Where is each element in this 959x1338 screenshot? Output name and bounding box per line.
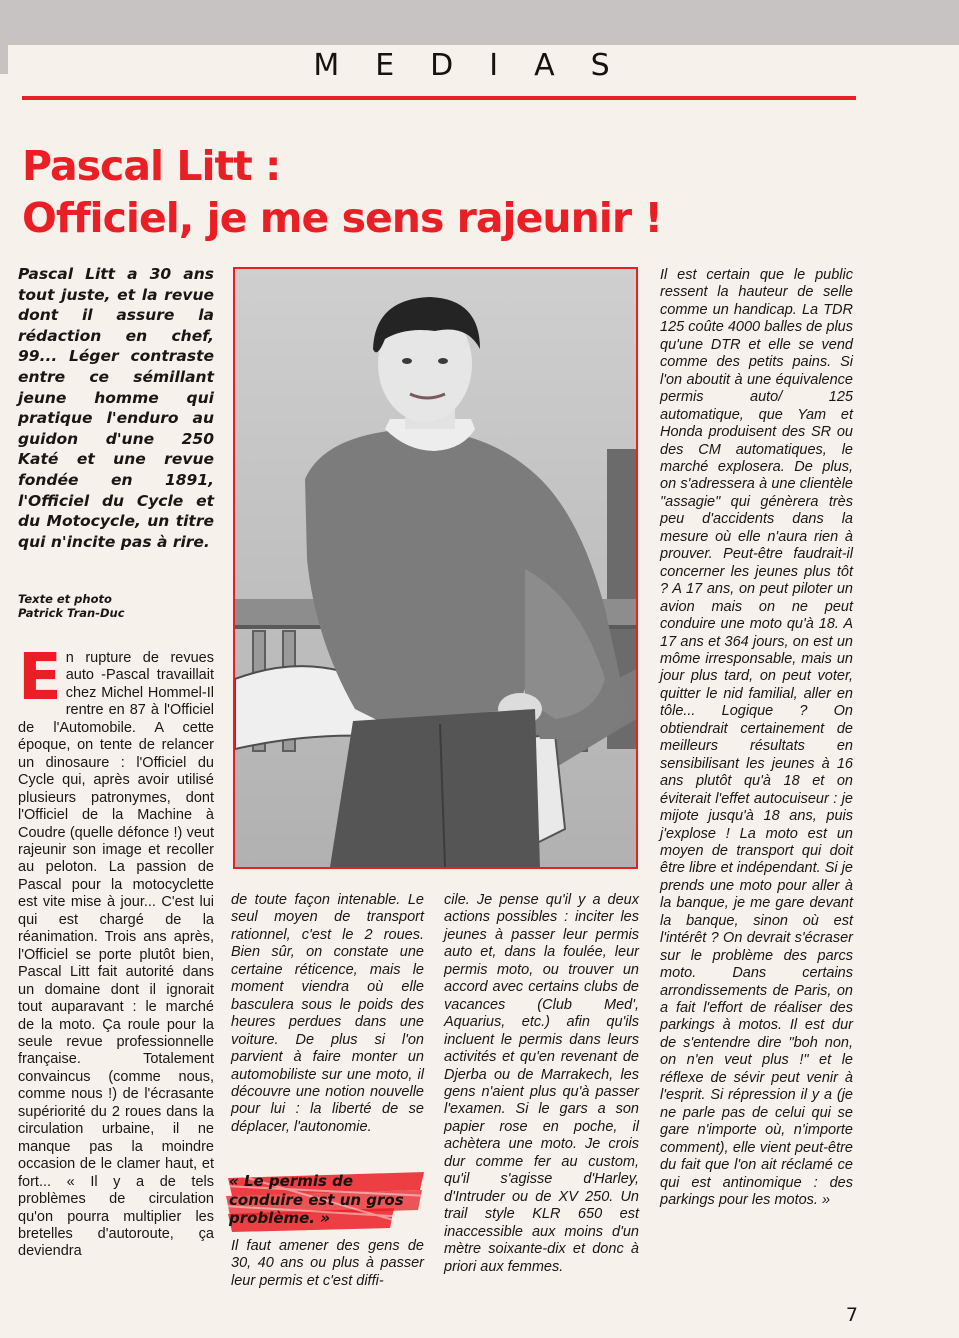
- headline: [22, 140, 922, 244]
- article-column-2-continued-text: Il faut amener des gens de 30, 40 ans ou plus à passer leur permis et c'est diffi-: [231, 1238, 424, 1289]
- article-column-2-text: de toute façon intenable. Le seul moyen de transport rationnel, c'est le 2 roues. Bien sûr, on constate une certaine réticence, mais le moment viendra où elle basculera sous le poids des heures perdues dans une voiture. De plus si l'on parvient à faire monter un automobiliste sur une moto, il découvre une notion nouvelle pour lui : la liberté de se déplacer, l'autonomie.: [231, 892, 424, 1135]
- portrait-photo: [233, 267, 638, 869]
- article-column-4-text: Il est certain que le public ressent la hauteur de selle comme un handicap. La TDR 125 coûte 4000 balles de plus qu'une DTR et elle se vend comme des petits pains. Si l'on aboutit à une équivalence permis auto/ 125 automatique, que Yam et Honda produisent des SR ou des CM automatiques, le marché explosera. De plus, on s'adressera à une clientèle "assagie" qui génèrera très peu d'accidents dans la mesure où elle n'aura rien à prouver. Peut-être faudrait-il concerner les jeunes plus tôt ? A 17 ans, on peut piloter un avion mais on ne peut conduire une moto qu'à 18. A 17 ans et 364 jours, on est un môme irresponsable, mais un jour plus tard, on peut voter, quitter le nid familial, aller en tôle... Logique ? On obtiendrait certainement de meilleurs résultats en sensibilisant les jeunes à 16 ans plutôt qu'à 18 et on éviterait l'effet autocuiseur : je mijote jusqu'à 18 ans, puis j'explose ! La moto est un moyen de transport qui doit être libre et indépendant. Si je prends une moto pour aller à la banque, je me gare devant la banque, sinon où est l'intérêt ? On devrait s'écraser sur le problème des parcs moto. Dans certains arrondissements de Paris, on a fait l'effort de réaliser des parkings à motos. Il est dur de s'entendre dire "boh non, on n'en veut plus !" et le réflexe de sévir peut venir à l'esprit. Si répression il y a (je ne parle pas de celui qui se gare n'importe où, n'importe comment), elle vient peut-être du fait que l'on ait réclamé ce qui est antinomique : des parkings pour les motos. »: [660, 267, 853, 1209]
- portrait-photo-illustration: [235, 269, 636, 867]
- section-label: MEDIAS: [313, 48, 646, 83]
- pull-quote: « Le permis de conduire est un gros problème. »: [229, 1172, 404, 1227]
- article-column-3: [444, 892, 639, 1276]
- article-column-3-text: cile. Je pense qu'il y a deux actions possibles : inciter les jeunes à passer leur permis auto et, dans la foulée, leur permis moto, ou trouver un accord avec certains clubs de vacances (Club Med', Aquarius, etc.) afin qu'ils incluent le permis dans leurs activités et qu'en revenant de Djerba ou de Marrakech, les gens n'aient plus qu'à passer l'examen. Si le gars a son papier rose en poche, il achètera une moto. Je crois dur comme fer au custom, qu'il s'agisse d'Harley, d'Intruder ou de XV 250. Un trail style KLR 650 est inaccessible aux moins d'un mètre soixante-dix et donc à priori aux femmes.: [444, 892, 639, 1275]
- photo-credit: [18, 592, 214, 620]
- section-rule: [22, 96, 856, 100]
- headline-line-2: Officiel, je me sens rajeunir !: [22, 194, 663, 242]
- article-column-1-text: n rupture de revues auto -Pascal travaillait chez Michel Hommel-Il rentre en 87 à l'Officiel de l'Automobile. A cette époque, on tente de relancer un dinosaure : l'Officiel du Cycle qui, après avoir utilisé plusieurs patronymes, dont l'Officiel de la Machine à Coudre (quelle défonce !) veut rajeunir son image et recoller au peloton. La passion de Pascal pour la motocyclette est vite mise à jour... C'est lui qui est chargé de la réanimation. Trois ans après, l'Officiel se porte plutôt bien, Pascal Litt fait autorité dans un domaine dont il ignorait tout auparavant : le marché de la moto. Ça roule pour la seule revue professionnelle française. Totalement convaincus (comme nous, comme nous !) de l'écrasante supériorité du 2 roues dans la circulation urbaine, il ne manque pas la moindre occasion de le clamer haut, et fort... « Il y a de tels problèmes de circulation qu'on pourra multiplier les bretelles d'autoroute, ça deviendra: [18, 650, 214, 1260]
- headline-line-1: Pascal Litt :: [22, 142, 281, 190]
- article-column-2-continued: [231, 1238, 424, 1290]
- intro-paragraph: Pascal Litt a 30 ans tout juste, et la revue dont il assure la rédaction en chef, 99... Léger contraste entre ce sémillant jeune homme qui pratique l'enduro au guidon d'une 250 Katé et une revue fondée en 1891, l'Officiel du Cycle et du Motocycle, un titre qui n'incite pas à rire.: [18, 265, 214, 551]
- credit-line-2: Patrick Tran-Duc: [18, 606, 125, 620]
- page-number: 7: [845, 1304, 858, 1326]
- credit-line-1: Texte et photo: [18, 592, 112, 606]
- article-column-4: [660, 267, 853, 1209]
- article-column-1: [18, 641, 214, 1261]
- drop-cap: E: [18, 641, 62, 715]
- article-column-2: [231, 892, 424, 1136]
